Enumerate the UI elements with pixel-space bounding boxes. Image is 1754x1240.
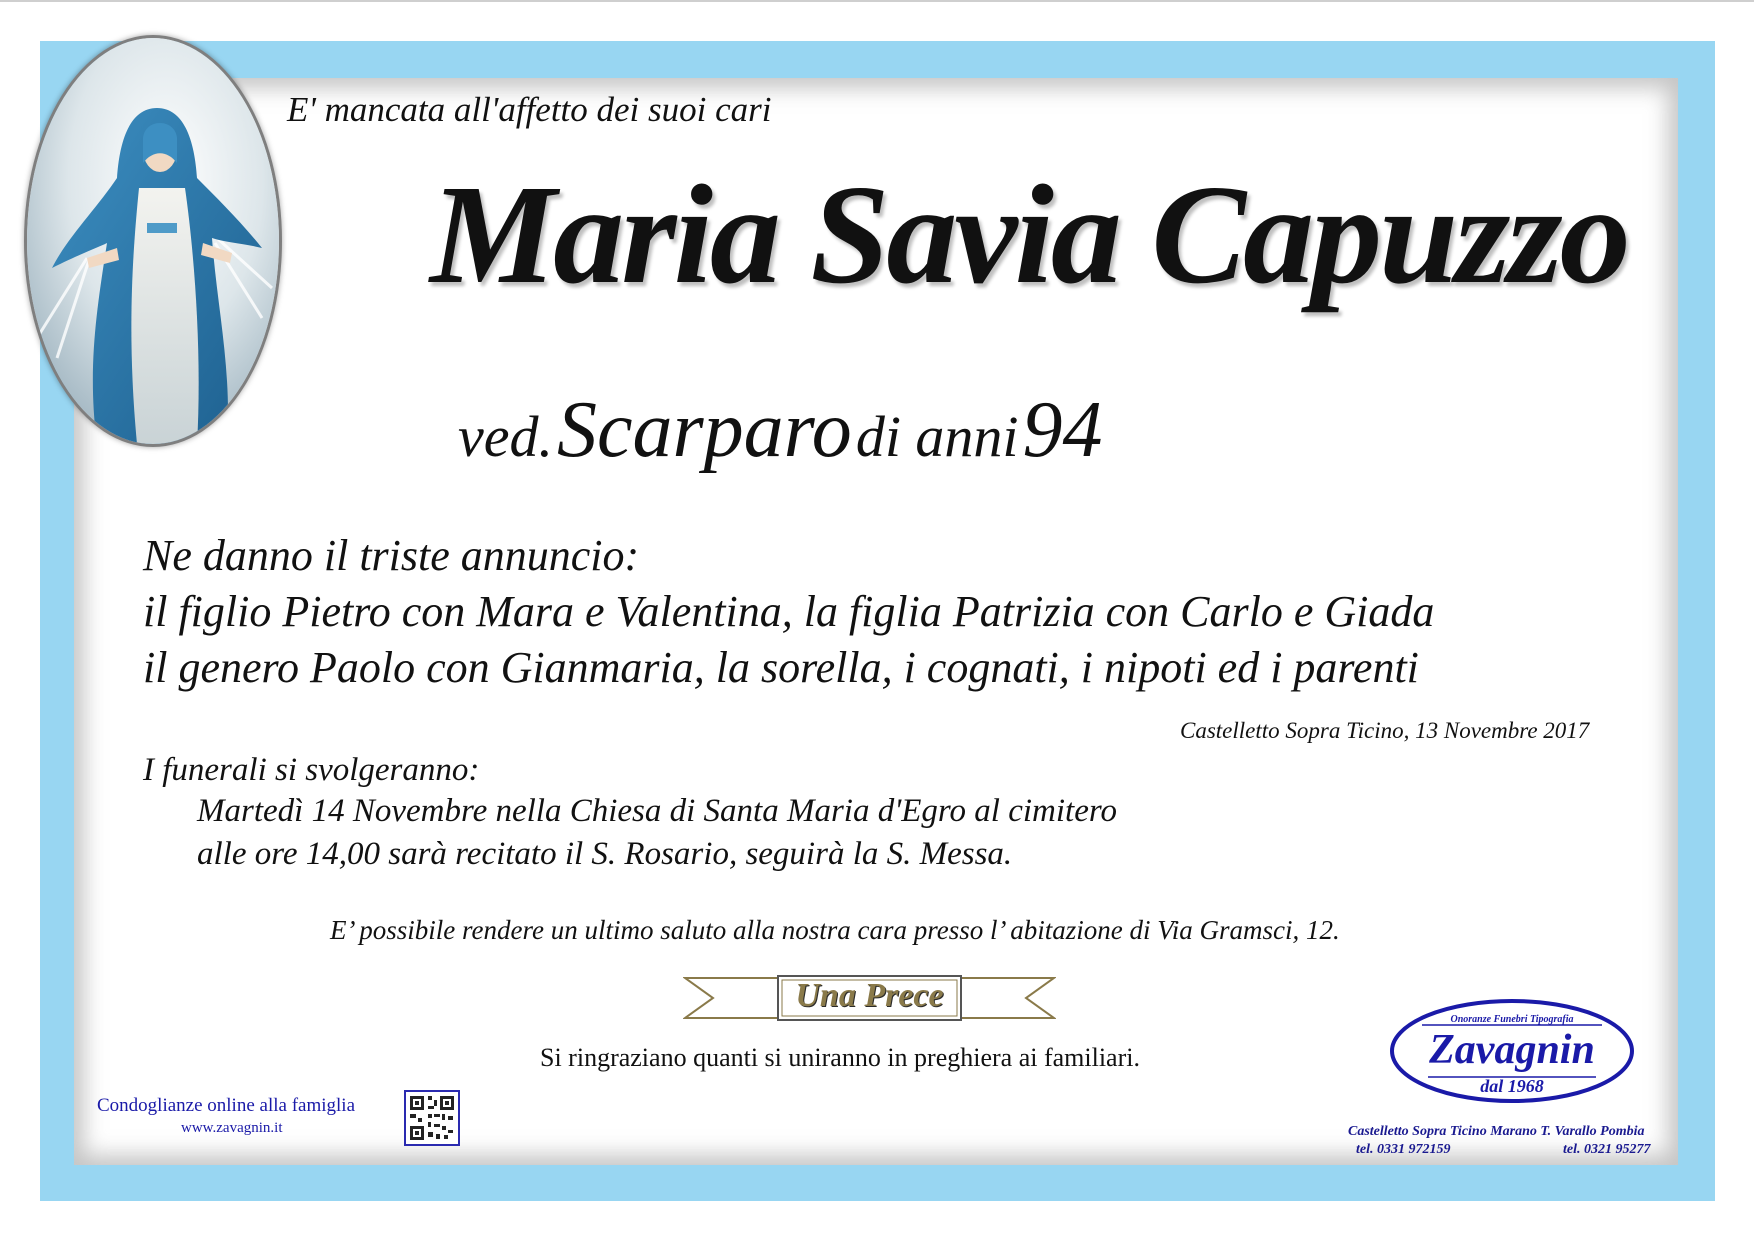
widow-age-line bbox=[458, 385, 1103, 476]
age-prefix: di anni bbox=[855, 404, 1019, 469]
announcers-line: il figlio Pietro con Mara e Valentina, la figlia Patrizia con Carlo e Giada bbox=[143, 587, 1435, 636]
phone-castelletto: tel. 0331 972159 bbox=[1356, 1142, 1451, 1157]
phone-varallo: tel. 0321 95277 bbox=[1563, 1142, 1651, 1157]
widow-prefix: ved. bbox=[458, 404, 553, 469]
condolences-label: Condoglianze online alla famiglia bbox=[97, 1095, 356, 1116]
announcers-line: Ne danno il triste annuncio: bbox=[143, 531, 640, 580]
prayer-banner-label: Una Prece bbox=[795, 977, 944, 1014]
funeral-heading: I funerali si svolgeranno: bbox=[143, 752, 480, 788]
zavagnin-logo bbox=[1388, 997, 1636, 1105]
intro-text: E' mancata all'affetto dei suoi cari bbox=[287, 90, 772, 129]
website-link[interactable]: www.zavagnin.it bbox=[181, 1120, 283, 1136]
madonna-image bbox=[27, 38, 279, 444]
logo-tagline: Onoranze Funebri Tipografia bbox=[1450, 1014, 1574, 1025]
logo-since: dal 1968 bbox=[1480, 1076, 1544, 1096]
place-date: Castelletto Sopra Ticino, 13 Novembre 2017 bbox=[1180, 718, 1590, 743]
announcers-line: il genero Paolo con Gianmaria, la sorella, i cognati, i nipoti ed i parenti bbox=[143, 643, 1419, 692]
logo-brand: Zavagnin bbox=[1429, 1027, 1595, 1073]
top-rule bbox=[0, 0, 1754, 2]
thanks-text: Si ringraziano quanti si uniranno in preghiera ai familiari. bbox=[540, 1043, 1140, 1072]
qr-code-icon[interactable] bbox=[404, 1090, 460, 1146]
deceased-name: Maria Savia Capuzzo bbox=[430, 155, 1628, 313]
funeral-line: Martedì 14 Novembre nella Chiesa di Santa Maria d'Egro al cimitero bbox=[197, 793, 1117, 829]
age-value: 94 bbox=[1022, 386, 1103, 474]
married-name: Scarparo bbox=[557, 386, 852, 474]
funeral-line: alle ore 14,00 sarà recitato il S. Rosario, seguirà la S. Messa. bbox=[197, 836, 1013, 872]
prayer-banner bbox=[683, 974, 1056, 1022]
visit-note: E’ possibile rendere un ultimo saluto alla nostra cara presso l’ abitazione di Via Gramsci, 12. bbox=[330, 915, 1340, 945]
branch-towns: Castelletto Sopra Ticino Marano T. Varallo Pombia bbox=[1348, 1124, 1645, 1139]
